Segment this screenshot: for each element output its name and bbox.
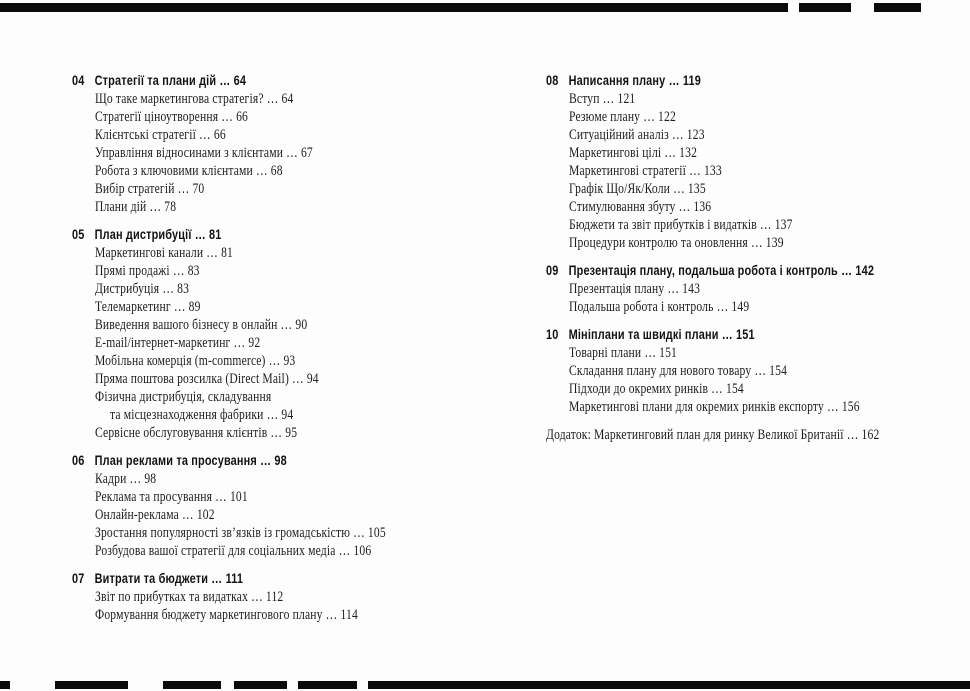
toc-item-text: Реклама та просування … 101 — [95, 489, 248, 505]
toc-item-text: Сервісне обслуговування клієнтів … 95 — [95, 425, 298, 441]
toc-chapter-heading — [546, 72, 956, 90]
toc-item-text: Звіт по прибутках та видатках … 112 — [95, 589, 284, 605]
toc-item — [546, 280, 956, 298]
toc-section-06 — [72, 452, 512, 560]
toc-item — [72, 144, 512, 162]
toc-item-text: E-mail/інтернет-маркетинг … 92 — [95, 335, 261, 351]
toc-item — [546, 398, 956, 416]
chapter-number: 09 — [546, 262, 559, 278]
toc-item — [546, 162, 956, 180]
toc-chapter-heading-text: 09 Презентація плану, подальша робота і контроль … 142 — [546, 262, 875, 278]
toc-item-text: Презентація плану … 143 — [569, 281, 701, 297]
toc-item-text: Розбудова вашої стратегії для соціальних медіа … 106 — [95, 543, 372, 559]
toc-item-text: Підходи до окремих ринків … 154 — [569, 381, 744, 397]
toc-item — [546, 298, 956, 316]
toc-item-text: Онлайн-реклама … 102 — [95, 507, 215, 523]
toc-item-text: Формування бюджету маркетингового плану … 114 — [95, 607, 358, 623]
toc-chapter-heading-text: 07 Витрати та бюджети … 111 — [72, 570, 244, 586]
toc-item-text: Мобільна комерція (m-commerce) … 93 — [95, 353, 296, 369]
toc-section-05 — [72, 226, 512, 442]
toc-chapter-heading-text: 06 План реклами та просування … 98 — [72, 452, 287, 468]
toc-item-text: Вибір стратегій … 70 — [95, 181, 205, 197]
toc-item — [546, 126, 956, 144]
toc-item-continuation — [72, 406, 512, 424]
toc-item — [546, 90, 956, 108]
toc-chapter-heading — [72, 72, 512, 90]
toc-section-10 — [546, 326, 956, 416]
scan-edge-top — [0, 3, 970, 12]
toc-item — [546, 234, 956, 252]
toc-item — [72, 424, 512, 442]
toc-chapter-heading-text: 08 Написання плану … 119 — [546, 72, 701, 88]
toc-item — [72, 262, 512, 280]
chapter-number: 05 — [72, 226, 85, 242]
toc-item-text: Стимулювання збуту … 136 — [569, 199, 712, 215]
toc-chapter-heading — [546, 326, 956, 344]
toc-item — [72, 180, 512, 198]
toc-chapter-heading-text: 05 План дистрибуції … 81 — [72, 226, 222, 242]
toc-item — [546, 108, 956, 126]
toc-item-text: Товарні плани … 151 — [569, 345, 678, 361]
toc-item — [72, 506, 512, 524]
toc-item-text: Фізична дистрибуція, складування — [95, 389, 272, 405]
toc-item-text: Складання плану для нового товару … 154 — [569, 363, 788, 379]
toc-item-text: Дистрибуція … 83 — [95, 281, 190, 297]
toc-item-text: Робота з ключовими клієнтами … 68 — [95, 163, 283, 179]
toc-column-right — [546, 72, 956, 444]
toc-chapter-heading — [72, 226, 512, 244]
toc-chapter-heading-text: 04 Стратегії та плани дій … 64 — [72, 72, 247, 88]
toc-item — [72, 542, 512, 560]
toc-item — [72, 470, 512, 488]
toc-item-text: Клієнтські стратегії … 66 — [95, 127, 226, 143]
toc-item — [546, 380, 956, 398]
chapter-number: 08 — [546, 72, 559, 88]
scan-edge-bottom — [0, 681, 970, 689]
toc-item — [72, 198, 512, 216]
toc-item-text: Телемаркетинг … 89 — [95, 299, 201, 315]
toc-item-text: Вступ … 121 — [569, 91, 636, 107]
toc-item — [546, 180, 956, 198]
chapter-number: 06 — [72, 452, 85, 468]
toc-item — [72, 334, 512, 352]
toc-item — [72, 488, 512, 506]
appendix-line — [546, 426, 956, 444]
toc-item-text: Резюме плану … 122 — [569, 109, 676, 125]
toc-item — [72, 388, 512, 406]
toc-item-text: Зростання популярності зв’язків із громадськістю … 105 — [95, 525, 386, 541]
toc-item — [72, 244, 512, 262]
toc-item — [72, 352, 512, 370]
toc-chapter-heading — [546, 262, 956, 280]
toc-chapter-heading — [72, 452, 512, 470]
toc-column-left — [72, 72, 512, 624]
toc-item-text: Що таке маркетингова стратегія? … 64 — [95, 91, 294, 107]
toc-item — [546, 198, 956, 216]
toc-section-08 — [546, 72, 956, 252]
toc-item-text: Прямі продажі … 83 — [95, 263, 200, 279]
appendix-line-text: Додаток: Маркетинговий план для ринку Великої Британії … 162 — [546, 427, 880, 443]
toc-section-07 — [72, 570, 512, 624]
toc-item-text: Маркетингові канали … 81 — [95, 245, 234, 261]
toc-item-text: Маркетингові плани для окремих ринків експорту … 156 — [569, 399, 860, 415]
toc-item — [72, 126, 512, 144]
toc-item-text: Графік Що/Як/Коли … 135 — [569, 181, 706, 197]
toc-item — [72, 524, 512, 542]
toc-item — [546, 216, 956, 234]
toc-item — [72, 316, 512, 334]
toc-item — [546, 144, 956, 162]
toc-chapter-heading — [72, 570, 512, 588]
toc-item — [72, 370, 512, 388]
toc-item — [72, 588, 512, 606]
toc-item — [72, 606, 512, 624]
toc-item-text: Плани дій … 78 — [95, 199, 177, 215]
toc-item-text: Процедури контролю та оновлення … 139 — [569, 235, 784, 251]
toc-item-text: Маркетингові цілі … 132 — [569, 145, 698, 161]
toc-item — [72, 280, 512, 298]
toc-section-04 — [72, 72, 512, 216]
toc-item-text: Маркетингові стратегії … 133 — [569, 163, 722, 179]
toc-item — [546, 344, 956, 362]
toc-item-text: Виведення вашого бізнесу в онлайн … 90 — [95, 317, 308, 333]
toc-item-text: Ситуаційний аналіз … 123 — [569, 127, 705, 143]
toc-item — [546, 362, 956, 380]
toc-item-text: Стратегії ціноутворення … 66 — [95, 109, 249, 125]
toc-section-09 — [546, 262, 956, 316]
toc-item-continuation-text: та місцезнаходження фабрики … 94 — [110, 407, 294, 423]
toc-item-text: Кадри … 98 — [95, 471, 157, 487]
toc-item-text: Бюджети та звіт прибутків і видатків … 137 — [569, 217, 793, 233]
chapter-number: 10 — [546, 326, 559, 342]
toc-item-text: Управління відносинами з клієнтами … 67 — [95, 145, 313, 161]
chapter-number: 07 — [72, 570, 85, 586]
chapter-number: 04 — [72, 72, 85, 88]
toc-item — [72, 298, 512, 316]
toc-chapter-heading-text: 10 Мініплани та швидкі плани … 151 — [546, 326, 755, 342]
toc-item-text: Пряма поштова розсилка (Direct Mail) … 94 — [95, 371, 319, 387]
toc-item-text: Подальша робота і контроль … 149 — [569, 299, 750, 315]
toc-item — [72, 108, 512, 126]
toc-item — [72, 162, 512, 180]
toc-item — [72, 90, 512, 108]
